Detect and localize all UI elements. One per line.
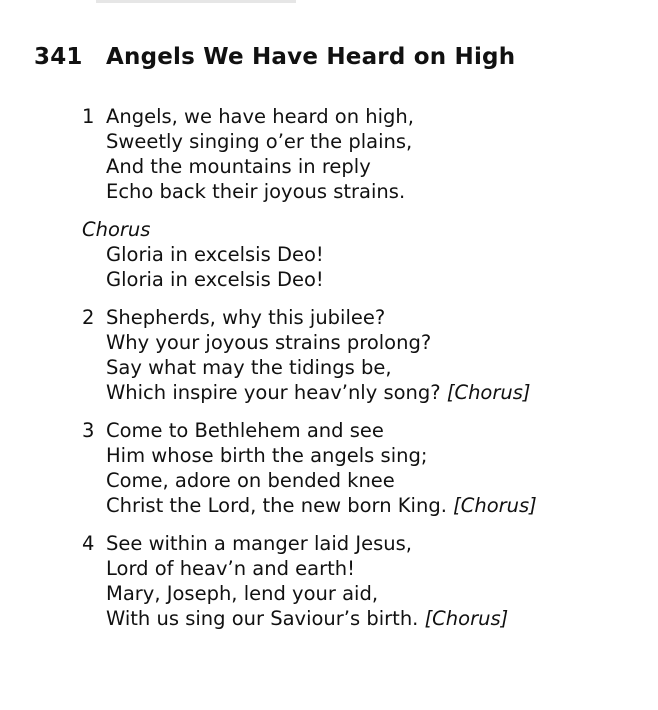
stanza-line: [82, 305, 642, 330]
stanza-line: [82, 443, 642, 468]
lyric-line: Come, adore on bended knee: [106, 469, 395, 492]
stanza-line: [82, 330, 642, 355]
stanza-1: [82, 104, 642, 204]
lyric-line: See within a manger laid Jesus,: [106, 532, 412, 555]
chorus-reference: [Chorus]: [424, 607, 509, 630]
lyric-line: Shepherds, why this jubilee?: [106, 306, 386, 329]
lyric-line: Angels, we have heard on high,: [106, 105, 414, 128]
lyric-line: Which inspire your heav’nly song?: [106, 381, 441, 404]
stanza-line: [82, 581, 642, 606]
top-divider: [96, 0, 296, 3]
lyric-line: Him whose birth the angels sing;: [106, 444, 428, 467]
stanza-line: [82, 531, 642, 556]
stanza-3: [82, 418, 642, 518]
lyric-line: With us sing our Saviour’s birth.: [106, 607, 419, 630]
stanza-line: [82, 556, 642, 581]
chorus-reference: [Chorus]: [453, 494, 537, 517]
stanza-number: 3: [82, 419, 95, 442]
lyric-line: Sweetly singing o’er the plains,: [106, 130, 413, 153]
lyric-line: Mary, Joseph, lend your aid,: [106, 582, 379, 605]
stanza-line: [82, 154, 642, 179]
stanza-line: [82, 606, 642, 631]
lyric-line: And the mountains in reply: [106, 155, 371, 178]
chorus: [82, 217, 642, 292]
lyric-line: Why your joyous strains prolong?: [106, 331, 432, 354]
hymn-number: 341: [34, 44, 83, 70]
stanza-line: [82, 493, 642, 518]
chorus-label: Chorus: [82, 218, 151, 241]
stanza-line: [82, 418, 642, 443]
stanza-line: [82, 380, 642, 405]
lyric-line: Christ the Lord, the new born King.: [106, 494, 447, 517]
stanza-2: [82, 305, 642, 405]
chorus-reference: [Chorus]: [446, 381, 531, 404]
stanza-number: 1: [82, 105, 95, 128]
stanza-line: [82, 179, 642, 204]
lyric-line: Come to Bethlehem and see: [106, 419, 384, 442]
hymn-title: Angels We Have Heard on High: [106, 44, 516, 70]
chorus-line: [82, 267, 642, 292]
stanza-line: [82, 104, 642, 129]
lyric-line: Echo back their joyous strains.: [106, 180, 406, 203]
stanza-line: [82, 355, 642, 380]
stanza-4: [82, 531, 642, 631]
stanza-line: [82, 129, 642, 154]
stanza-number: 4: [82, 532, 95, 555]
stanza-line: [82, 468, 642, 493]
hymn-body: [82, 104, 642, 644]
lyric-line: Lord of heav’n and earth!: [106, 557, 355, 580]
stanza-number: 2: [82, 306, 95, 329]
hymn-header: [34, 44, 515, 70]
lyric-line: Say what may the tidings be,: [106, 356, 392, 379]
lyric-line: Gloria in excelsis Deo!: [106, 243, 324, 266]
lyric-line: Gloria in excelsis Deo!: [106, 268, 324, 291]
chorus-line: [82, 242, 642, 267]
